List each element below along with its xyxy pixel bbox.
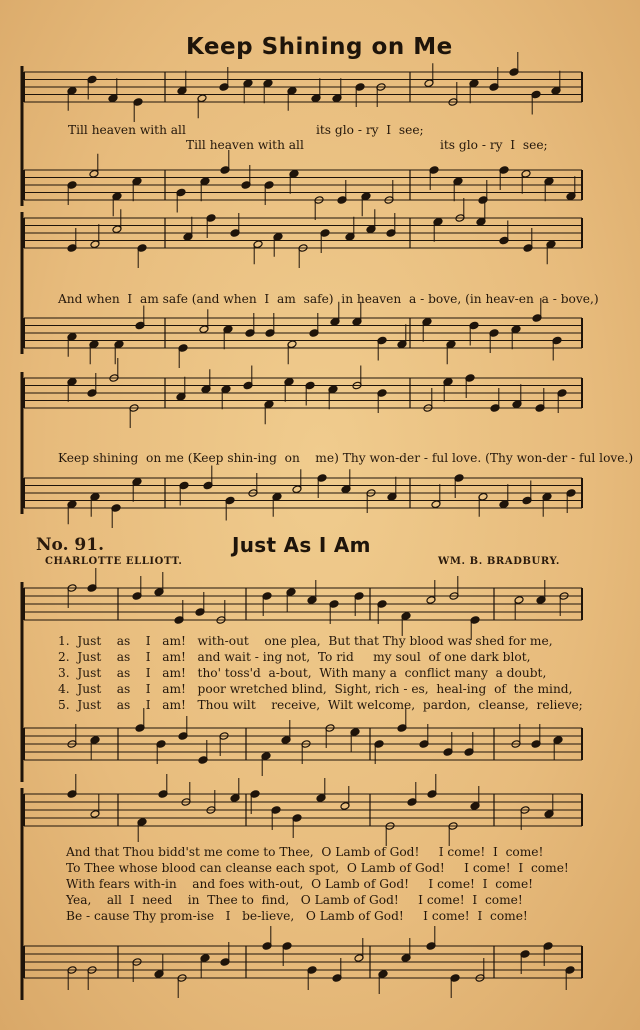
lyric-line: Till heaven with all (186, 138, 304, 152)
verse-line: With fears with-in and foes with-out, O Lamb of God! I come! I come! (66, 877, 534, 891)
verse-line: 4. Just as I am! poor wretched blind, Sight, rich - es, heal-ing of the mind, (58, 682, 573, 696)
verse-line: 2. Just as I am! and wait - ing not, To rid my soul of one dark blot, (58, 650, 531, 664)
hymn-number: No. 91. (36, 535, 104, 555)
verse-line: And that Thou bidd'st me come to Thee, O Lamb of God! I come! I come! (66, 845, 544, 859)
lyric-line: its glo - ry I see; (440, 138, 548, 152)
author-credit: CHARLOTTE ELLIOTT. (45, 556, 183, 567)
composer-credit: WM. B. BRADBURY. (438, 556, 560, 567)
lyric-line: Keep shining on me (Keep shin-ing on me) Thy won-der - ful love. (Thy won-der - ful love.) (58, 451, 634, 465)
verse-line: Be - cause Thy prom-ise I be-lieve, O Lamb of God! I come! I come! (66, 909, 528, 923)
lyric-line: its glo - ry I see; (316, 123, 424, 137)
song-title-keep-shining: Keep Shining on Me (186, 34, 453, 60)
lyric-line: And when I am safe (and when I am safe) in heaven a - bove, (in heav-en a - bove,) (58, 292, 599, 306)
song-title-just-as-i-am: Just As I Am (232, 533, 371, 557)
verse-line: To Thee whose blood can cleanse each spot, O Lamb of God! I come! I come! (66, 861, 569, 875)
verse-line: 1. Just as I am! with-out one plea, But that Thy blood was shed for me, (58, 634, 553, 648)
verse-line: Yea, all I need in Thee to find, O Lamb of God! I come! I come! (66, 893, 523, 907)
verse-line: 3. Just as I am! tho' toss'd a-bout, With many a conflict many a doubt, (58, 666, 547, 680)
lyric-line: Till heaven with all (68, 123, 186, 137)
verse-line: 5. Just as I am! Thou wilt receive, Wilt welcome, pardon, cleanse, relieve; (58, 698, 583, 712)
